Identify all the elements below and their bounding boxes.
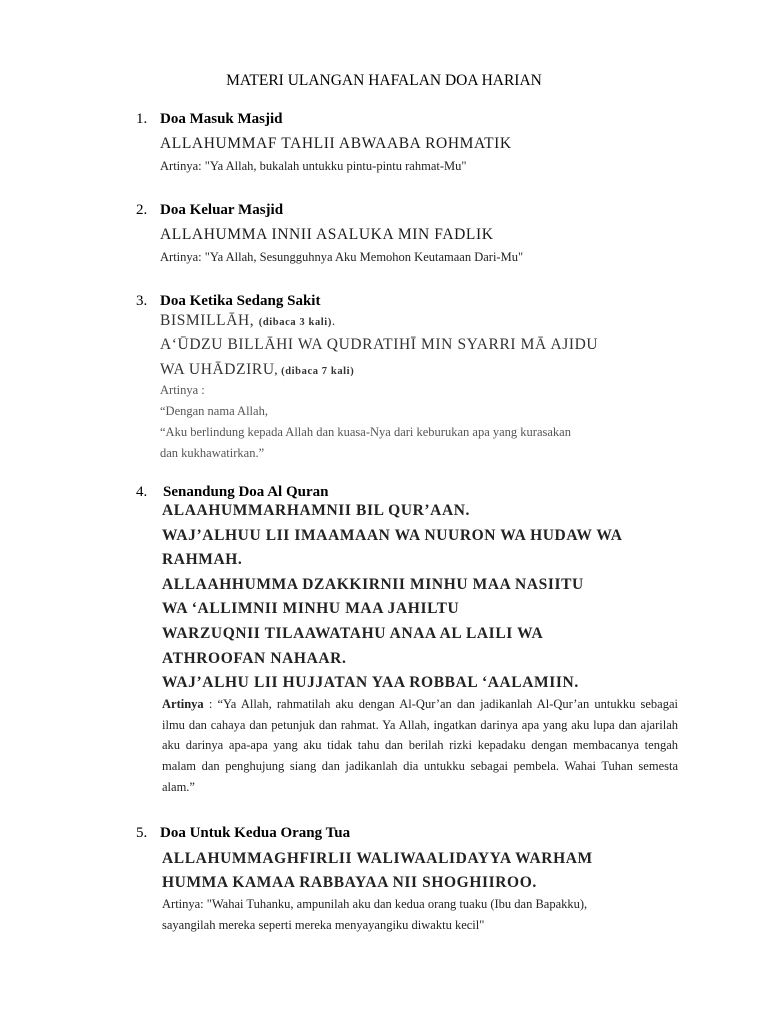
item-heading: Doa Masuk Masjid (160, 111, 283, 127)
item-number: 2. (136, 202, 148, 218)
translation-text: : “Ya Allah, rahmatilah aku dengan Al-Qur’an dan jadikanlah Al-Qur’an untukku sebagai ilmu dan cahaya dan petunjuk dan rahmat. Ya Allah, ingatkan darinya apa yang aku lupa dan ajarilah aku darinya apa-apa yang aku tidak tahu dan berilah rizki kepadaku dengan membacanya tengah malam dan penghujung siang dan jadikanlah dia untukku sebagai pembela. Wahai Tuhan semesta alam.” (162, 697, 679, 794)
prayer-text: BISMILLĀH, (160, 312, 255, 329)
repeat-note: (dibaca 3 kali) (258, 317, 332, 328)
meaning-line: “Aku berlindung kepada Allah dan kuasa-Nya dari keburukan apa yang kurasakan (160, 425, 571, 439)
translation-paragraph (162, 694, 678, 798)
punctuation: . (331, 314, 336, 328)
prayer-line: WARZUQNII TILAAWATAHU ANAA AL LAILI WA (162, 625, 544, 642)
repeat-note: , (dibaca 7 kali) (274, 366, 355, 377)
meaning-line: “Dengan nama Allah, (160, 404, 268, 418)
prayer-line: ALAAHUMMARHAMNII BIL QUR’AAN. (162, 502, 471, 519)
prayer-line: HUMMA KAMAA RABBAYAA NII SHOGHIIROO. (162, 874, 537, 891)
item-heading: Doa Ketika Sedang Sakit (160, 293, 321, 309)
prayer-line: WAJ’ALHUU LII IMAAMAAN WA NUURON WA HUDAW WA (162, 527, 623, 544)
artinya-label: Artinya : (160, 383, 205, 397)
item-heading: Doa Keluar Masjid (160, 202, 284, 218)
translation: sayangilah mereka seperti mereka menyayangiku diwaktu kecil" (162, 918, 485, 932)
translation: Artinya: "Ya Allah, Sesungguhnya Aku Memohon Keutamaan Dari-Mu" (160, 250, 524, 264)
translation: Artinya: "Wahai Tuhanku, ampunilah aku dan kedua orang tuaku (Ibu dan Bapakku), (162, 897, 588, 911)
prayer-line (160, 312, 336, 330)
prayer-line: A‘ŪDZU BILLĀHI WA QUDRATIHĪ MIN SYARRI MĀ AJIDU (160, 336, 599, 353)
prayer-line: ALLAHUMMAGHFIRLII WALIWAALIDAYYA WARHAM (162, 850, 593, 867)
item-heading: Senandung Doa Al Quran (163, 484, 329, 500)
prayer-line: WA ‘ALLIMNII MINHU MAA JAHILTU (162, 600, 460, 617)
item-number: 4. (136, 484, 148, 500)
prayer-line: ALLAHUMMAF TAHLII ABWAABA ROHMATIK (160, 135, 512, 152)
prayer-text: WA UHĀDZIRU (160, 361, 275, 378)
artinya-label: Artinya (162, 697, 204, 711)
item-number: 3. (136, 293, 148, 309)
prayer-line (160, 361, 354, 379)
prayer-line: WAJ’ALHU LII HUJJATAN YAA ROBBAL ‘AALAMIIN. (162, 674, 579, 691)
translation: Artinya: "Ya Allah, bukalah untukku pintu-pintu rahmat-Mu" (160, 159, 467, 173)
prayer-line: ALLAHUMMA INNII ASALUKA MIN FADLIK (160, 226, 494, 243)
meaning-line: dan kukhawatirkan.” (160, 446, 265, 460)
page-title: MATERI ULANGAN HAFALAN DOA HARIAN (226, 72, 542, 89)
item-number: 5. (136, 825, 148, 841)
prayer-line: ALLAAHHUMMA DZAKKIRNII MINHU MAA NASIITU (162, 576, 584, 593)
item-number: 1. (136, 111, 148, 127)
prayer-line: RAHMAH. (162, 551, 243, 568)
prayer-line: ATHROOFAN NAHAAR. (162, 650, 347, 667)
item-heading: Doa Untuk Kedua Orang Tua (160, 825, 351, 841)
